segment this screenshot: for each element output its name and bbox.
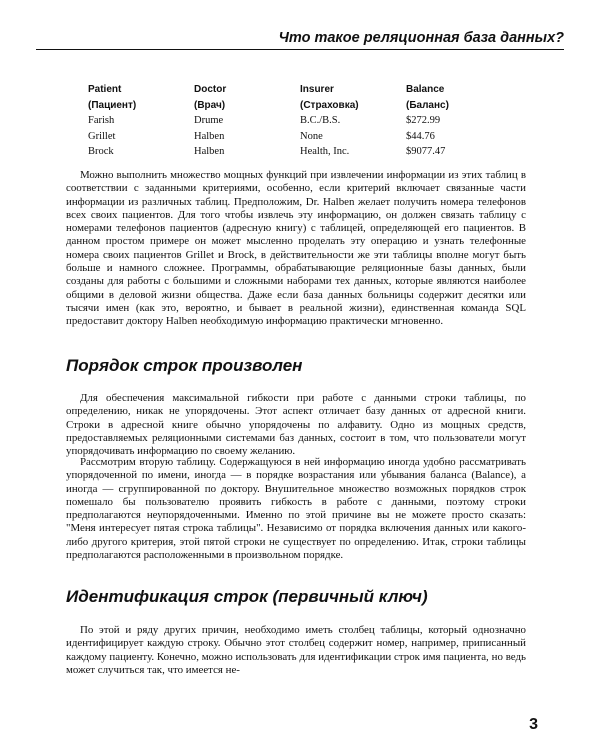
- paragraph-intro: Можно выполнить множество мощных функций при извлечении информации из этих таблиц в соответствии с заданными критериями, особенно, если критерий включает связанные части информации из различных таблиц. Предположим, Dr. Halben желает получить номера телефонов всех своих пациентов. Для того чтобы извлечь эту информацию, он должен связать таблицу с номерами телефонов пациентов (адресную книгу) с таблицей, определяющей его пациентов. В данном простом примере он может мысленно проделать эту операцию и узнать телефонные номера своих пациентов Grillet и Brock, в действительности же эти таблицы вполне могут быть больше и намного сложнее. Программы, обрабатывающие реляционные базы данных, были созданы для работы с большими и сложными наборами тех данных, которые являются наиболее общими в деловой жизни общества. Даже если база данных больницы содержит десятки или тысячи имен (как это, вероятно, и бывает в реальной жизни), единственная команда SQL предоставит доктору Halben необходимую информацию практически мгновенно.: [66, 169, 526, 328]
- col-header-patient: Patient: [88, 84, 122, 95]
- cell-doctor: Halben: [194, 130, 225, 142]
- cell-doctor: Drume: [194, 115, 224, 126]
- table-row: [88, 131, 486, 147]
- cell-balance: $9077.47: [406, 146, 446, 157]
- paragraph-primary-key: По этой и ряду других причин, необходимо иметь столбец таблицы, который однозначно идентифицирует каждую строку. Обычно этот столбец содержит номер, например, приписанный каждому пациенту. Конечно, можно использовать для идентификации строк имя пациента, но ведь может случиться так, что имеется не-: [66, 624, 526, 676]
- paragraph-row-order: Для обеспечения максимальной гибкости при работе с данными строки таблицы, по определению, никак не упорядочены. Этот аспект отличает базу данных от адресной книги. Строки в адресной книге обычно упорядочены по алфавиту. Одно из мощных средств, предоставляемых реляционными системами баз данных, состоит в том, что пользователи могут упорядочивать информацию по своему желанию.: [66, 392, 526, 458]
- col-header-balance: Balance: [406, 84, 445, 95]
- section-heading-primary-key: Идентификация строк (первичный ключ): [66, 587, 428, 606]
- cell-doctor: Halben: [194, 146, 225, 157]
- table-header-row-en: [88, 84, 486, 100]
- cell-insurer: Health, Inc.: [300, 146, 350, 157]
- cell-patient: Brock: [88, 146, 114, 157]
- col-header-balance-ru: (Баланс): [406, 99, 449, 111]
- table-row: [88, 146, 486, 162]
- col-header-doctor: Doctor: [194, 84, 227, 95]
- cell-patient: Farish: [88, 115, 115, 126]
- col-header-patient-ru: (Пациент): [88, 99, 137, 111]
- paragraph-second-table: Рассмотрим вторую таблицу. Содержащуюся в ней информацию иногда удобно рассматривать упорядоченной по имени, иногда — в порядке возрастания или убывания баланса (Balance), а иногда — сгруппированной по доктору. Внушительное множество возможных порядков строк помешало бы пользователю проявить гибкость в работе с данными, поэтому строки предполагаются неупорядоченными. Именно по этой причине вы не можете просто сказать: "Меня интересует пятая строка таблицы". Независимо от порядка включения данных или какого-либо другого критерия, этой пятой строки не существует по определению. Итак, строки таблицы предполагаются расположенными в произвольном порядке.: [66, 456, 526, 562]
- cell-patient: Grillet: [88, 130, 116, 142]
- section-heading-row-order: Порядок строк произволен: [66, 356, 303, 375]
- page-number: 3: [529, 716, 538, 733]
- table-header-row-ru: [88, 100, 486, 116]
- col-header-insurer: Insurer: [300, 84, 334, 95]
- cell-insurer: None: [300, 130, 323, 142]
- col-header-insurer-ru: (Страховка): [300, 99, 359, 111]
- patients-table: [88, 84, 486, 162]
- col-header-doctor-ru: (Врач): [194, 99, 226, 111]
- cell-balance: $44.76: [406, 130, 435, 142]
- running-header: Что такое реляционная база данных?: [36, 30, 564, 50]
- cell-balance: $272.99: [406, 115, 441, 126]
- cell-insurer: B.C./B.S.: [300, 115, 341, 126]
- table-row: [88, 115, 486, 131]
